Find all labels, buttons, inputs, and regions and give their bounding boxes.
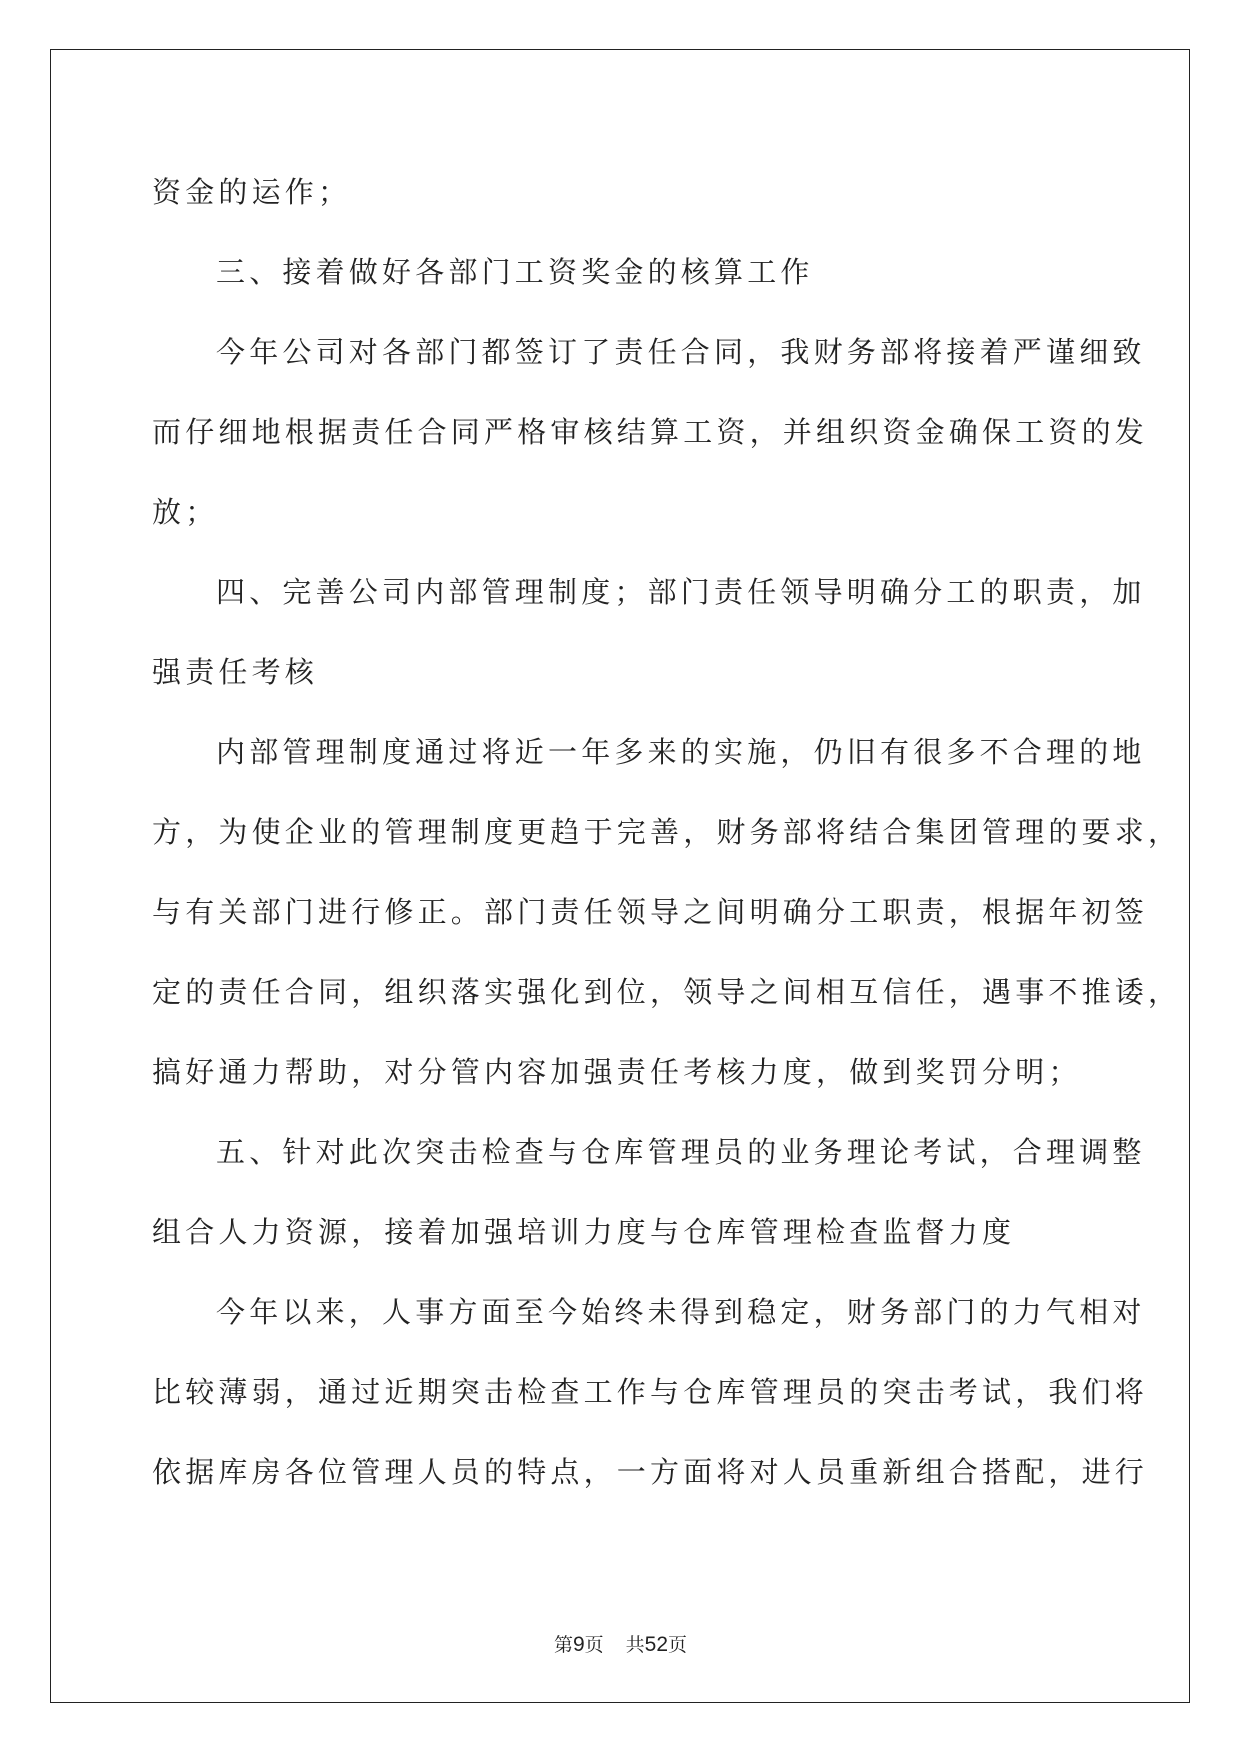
text-line: 三、接着做好各部门工资奖金的核算工作 — [216, 255, 814, 289]
text-line: 定的责任合同，组织落实强化到位，领导之间相互信任，遇事不推诿， — [152, 975, 1182, 1009]
text-line: 强责任考核 — [152, 655, 319, 689]
text-line: 比较薄弱，通过近期突击检查工作与仓库管理员的突击考试，我们将 — [152, 1375, 1149, 1409]
text-line: 组合人力资源，接着加强培训力度与仓库管理检查监督力度 — [152, 1215, 1016, 1249]
text-line: 依据库房各位管理人员的特点，一方面将对人员重新组合搭配，进行 — [152, 1455, 1149, 1489]
page-footer — [0, 1630, 1241, 1657]
text-line: 与有关部门进行修正。部门责任领导之间明确分工职责，根据年初签 — [152, 895, 1149, 929]
text-line: 方，为使企业的管理制度更趋于完善，财务部将结合集团管理的要求， — [152, 815, 1182, 849]
total-pages: 52 — [644, 1633, 669, 1656]
page-suffix: 页 — [584, 1634, 604, 1656]
text-line: 内部管理制度通过将近一年多来的实施，仍旧有很多不合理的地 — [216, 735, 1146, 769]
text-line: 搞好通力帮助，对分管内容加强责任考核力度，做到奖罚分明； — [152, 1055, 1082, 1089]
text-line: 今年公司对各部门都签订了责任合同，我财务部将接着严谨细致 — [216, 335, 1146, 369]
document-body — [152, 160, 1182, 1520]
text-line: 放； — [152, 495, 219, 529]
total-prefix: 共 — [625, 1634, 645, 1656]
page-number: 9 — [572, 1633, 585, 1656]
text-line: 四、完善公司内部管理制度；部门责任领导明确分工的职责，加 — [216, 575, 1146, 609]
page-prefix: 第 — [553, 1634, 573, 1656]
text-line: 今年以来，人事方面至今始终未得到稳定，财务部门的力气相对 — [216, 1295, 1146, 1329]
text-line: 而仔细地根据责任合同严格审核结算工资，并组织资金确保工资的发 — [152, 415, 1149, 449]
text-line: 资金的运作； — [152, 175, 352, 209]
text-line: 五、针对此次突击检查与仓库管理员的业务理论考试，合理调整 — [216, 1135, 1146, 1169]
total-suffix: 页 — [668, 1634, 688, 1656]
